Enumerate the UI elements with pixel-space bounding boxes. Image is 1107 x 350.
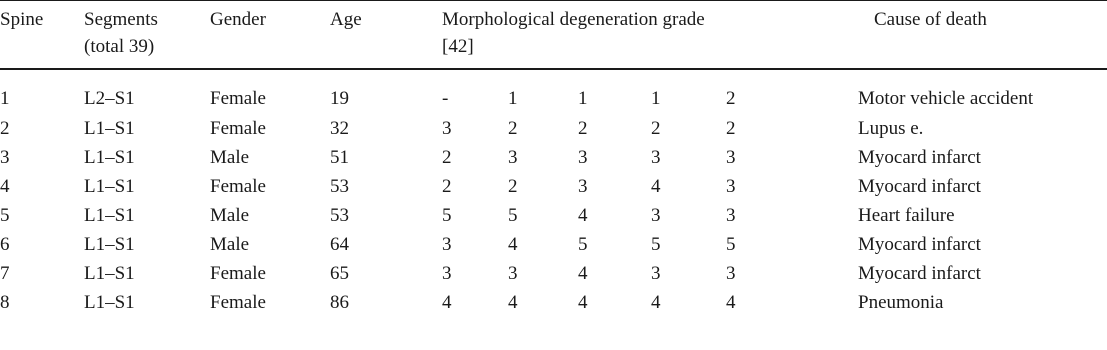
cell-segments: L1–S1	[84, 205, 135, 226]
cell-cause-of-death: Heart failure	[858, 205, 955, 226]
cell-age: 53	[330, 205, 349, 226]
header-spine: Spine	[0, 9, 44, 30]
cell-grade: 2	[442, 176, 452, 197]
cell-grade: 3	[442, 263, 452, 284]
cell-gender: Male	[210, 205, 250, 226]
cell-age: 51	[330, 147, 349, 168]
header-bottom-rule	[0, 68, 1107, 70]
cell-grade: 3	[508, 263, 518, 284]
cell-grade: 4	[651, 292, 661, 313]
cell-segments: L1–S1	[84, 234, 135, 255]
header-degeneration-grade: Morphological degeneration grade	[442, 9, 705, 30]
cell-grade: 3	[578, 176, 588, 197]
cell-grade: 4	[578, 292, 588, 313]
cell-spine: 2	[0, 118, 10, 139]
cell-grade: 5	[651, 234, 661, 255]
cell-cause-of-death: Myocard infarct	[858, 234, 981, 255]
cell-gender: Female	[210, 176, 266, 197]
cell-age: 86	[330, 292, 349, 313]
cell-age: 32	[330, 118, 349, 139]
header-degeneration-reference: [42]	[442, 36, 474, 57]
cell-spine: 4	[0, 176, 10, 197]
cell-grade: 2	[651, 118, 661, 139]
cell-grade: 5	[442, 205, 452, 226]
cell-grade: 3	[726, 205, 736, 226]
cell-grade: 4	[726, 292, 736, 313]
cell-grade: 4	[578, 205, 588, 226]
cell-grade: 2	[578, 118, 588, 139]
table-top-rule	[0, 0, 1107, 1]
cell-cause-of-death: Pneumonia	[858, 292, 944, 313]
cell-cause-of-death: Myocard infarct	[858, 147, 981, 168]
cell-grade: 3	[726, 176, 736, 197]
cell-segments: L1–S1	[84, 118, 135, 139]
cell-grade: 1	[651, 88, 661, 109]
cell-grade: 3	[508, 147, 518, 168]
cell-grade: 2	[726, 88, 736, 109]
cell-segments: L1–S1	[84, 176, 135, 197]
header-gender: Gender	[210, 9, 266, 30]
cell-grade: 4	[578, 263, 588, 284]
cell-grade: 3	[726, 263, 736, 284]
cell-grade: 2	[508, 176, 518, 197]
cell-gender: Male	[210, 234, 250, 255]
header-age: Age	[330, 9, 362, 30]
cell-spine: 8	[0, 292, 10, 313]
cell-grade: 3	[578, 147, 588, 168]
header-segments-total: (total 39)	[84, 36, 155, 57]
cell-grade: 3	[442, 118, 452, 139]
cell-grade: 5	[578, 234, 588, 255]
cell-grade: 3	[442, 234, 452, 255]
cell-grade: 3	[651, 263, 661, 284]
cell-grade: 1	[508, 88, 518, 109]
cell-spine: 7	[0, 263, 10, 284]
cell-spine: 6	[0, 234, 10, 255]
cell-gender: Male	[210, 147, 250, 168]
cell-segments: L1–S1	[84, 263, 135, 284]
cell-grade: 3	[651, 205, 661, 226]
header-cause-of-death: Cause of death	[874, 9, 987, 30]
cell-segments: L2–S1	[84, 88, 135, 109]
cell-age: 65	[330, 263, 349, 284]
cell-grade: 2	[726, 118, 736, 139]
cell-grade: 3	[651, 147, 661, 168]
cell-grade: 4	[651, 176, 661, 197]
cell-cause-of-death: Motor vehicle accident	[858, 88, 1034, 109]
cell-gender: Female	[210, 118, 266, 139]
cell-grade: 4	[508, 234, 518, 255]
cell-cause-of-death: Myocard infarct	[858, 176, 981, 197]
cell-age: 53	[330, 176, 349, 197]
cell-grade: 2	[442, 147, 452, 168]
cell-spine: 1	[0, 88, 10, 109]
cell-segments: L1–S1	[84, 292, 135, 313]
cell-cause-of-death: Lupus e.	[858, 118, 924, 139]
cell-grade: 5	[726, 234, 736, 255]
header-segments: Segments	[84, 9, 158, 30]
cell-age: 19	[330, 88, 349, 109]
cell-gender: Female	[210, 292, 266, 313]
cell-grade: 1	[578, 88, 588, 109]
cell-age: 64	[330, 234, 349, 255]
cell-gender: Female	[210, 88, 266, 109]
cell-spine: 5	[0, 205, 10, 226]
cell-grade: 5	[508, 205, 518, 226]
cell-gender: Female	[210, 263, 266, 284]
cell-spine: 3	[0, 147, 10, 168]
cell-grade: -	[442, 88, 449, 109]
cell-segments: L1–S1	[84, 147, 135, 168]
cell-grade: 4	[442, 292, 452, 313]
cell-grade: 3	[726, 147, 736, 168]
cell-grade: 2	[508, 118, 518, 139]
cell-grade: 4	[508, 292, 518, 313]
cell-cause-of-death: Myocard infarct	[858, 263, 981, 284]
